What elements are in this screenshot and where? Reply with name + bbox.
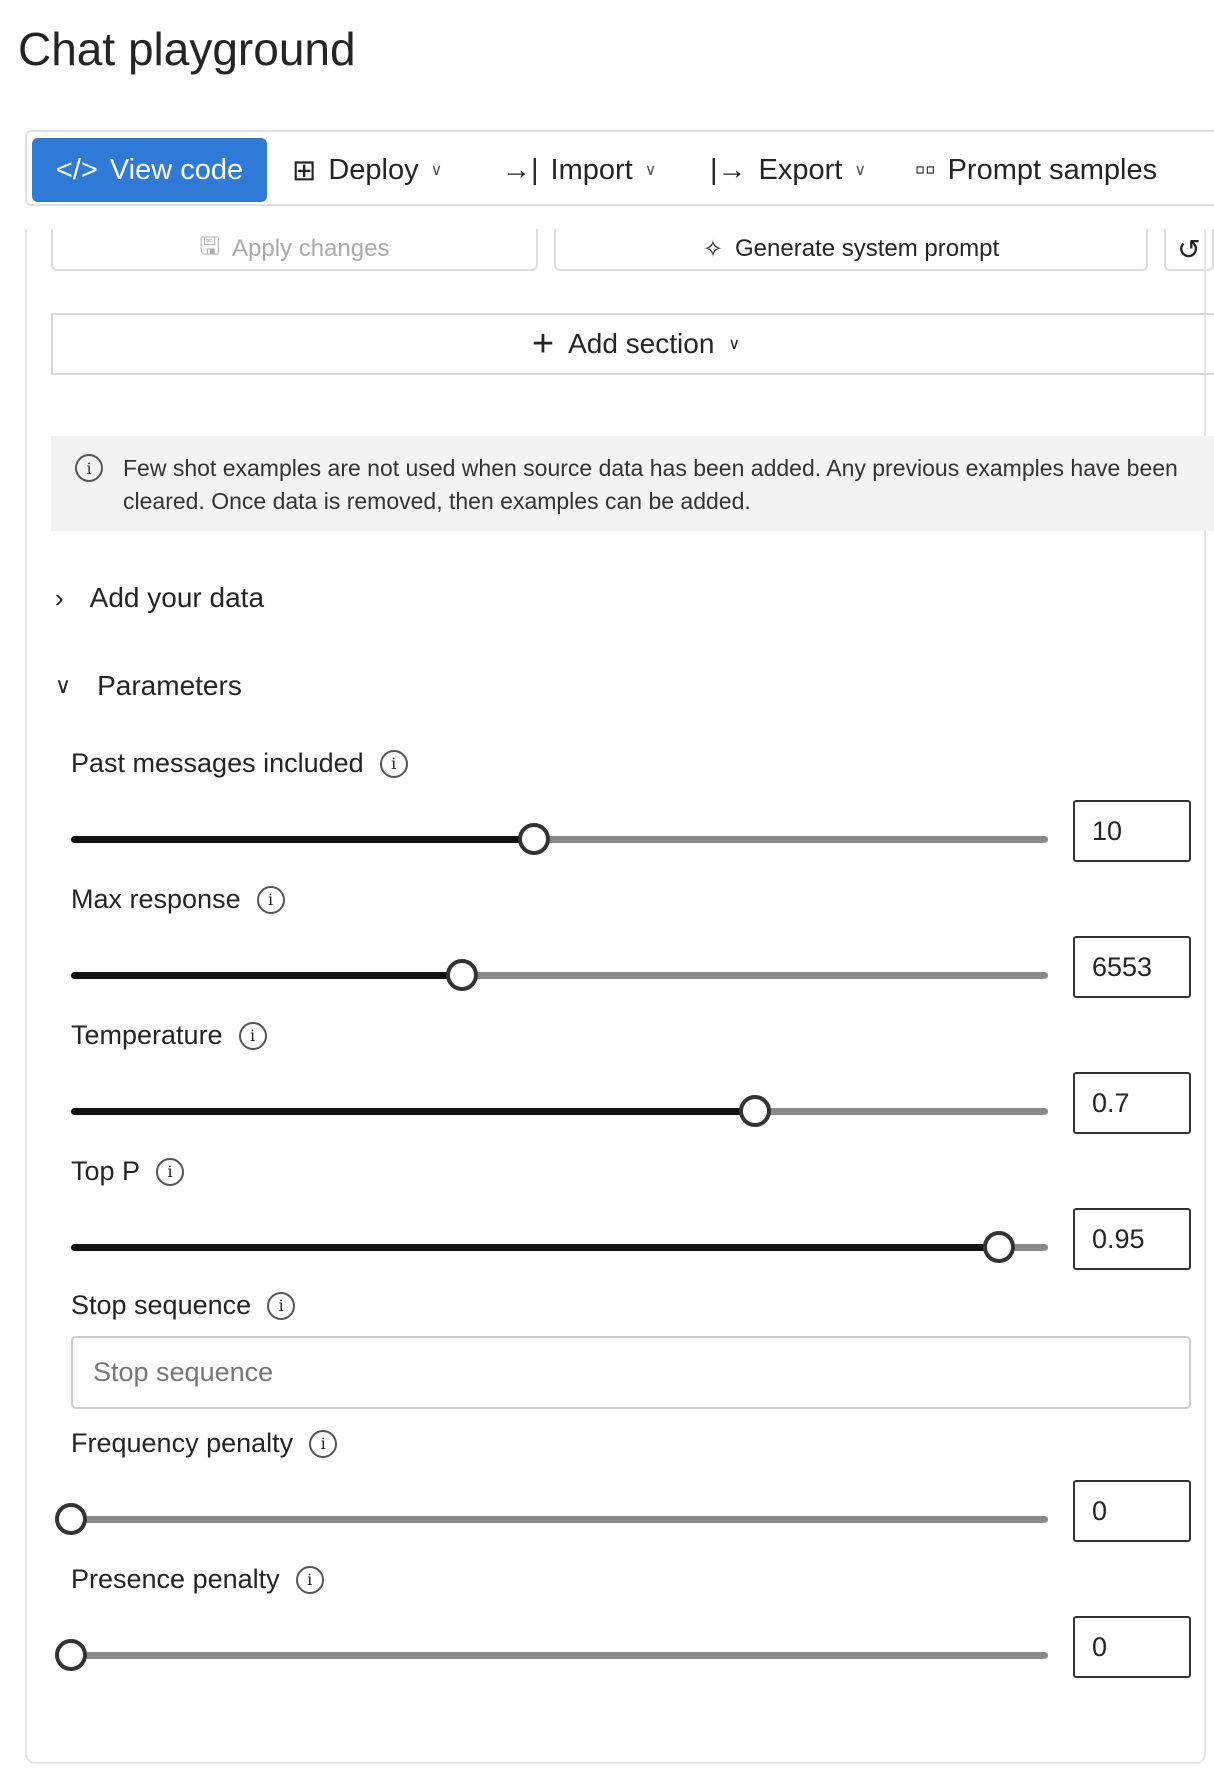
prompt-samples-button[interactable]	[915, 138, 1157, 202]
past-messages-label-text: Past messages included	[71, 748, 364, 778]
slider-thumb[interactable]	[739, 1095, 771, 1127]
add-section-button[interactable]	[51, 313, 1214, 375]
presence-penalty-label	[71, 1564, 324, 1595]
export-label: Export	[758, 153, 843, 186]
info-icon: i	[75, 454, 103, 482]
value-text: 0	[1092, 1631, 1108, 1662]
deploy-icon: ⊞	[292, 154, 317, 187]
value-text: 0	[1092, 1495, 1108, 1526]
plus-icon: +	[531, 322, 555, 365]
grid-icon: ▫▫	[915, 153, 936, 186]
export-icon: |→	[710, 153, 747, 186]
top-p-value-input[interactable]	[1073, 1208, 1191, 1270]
max-response-slider[interactable]	[71, 972, 1048, 979]
info-message-text: Few shot examples are not used when source data has been added. Any previous examples have been cleared. Once data is removed, then examples can be added.	[123, 455, 1178, 514]
deploy-label: Deploy	[328, 153, 419, 186]
value-text: 10	[1092, 815, 1123, 846]
top-p-slider[interactable]	[71, 1244, 1048, 1251]
info-message-bar	[51, 436, 1214, 531]
info-icon[interactable]: i	[296, 1566, 324, 1594]
view-code-label: View code	[109, 153, 244, 186]
chevron-down-icon: ∨	[644, 162, 657, 179]
reset-button[interactable]	[1164, 229, 1214, 271]
frequency-penalty-label-text: Frequency penalty	[71, 1428, 294, 1458]
temperature-slider[interactable]	[71, 1108, 1048, 1115]
parameters-toggle[interactable]	[55, 670, 242, 702]
frequency-penalty-value-input[interactable]	[1073, 1480, 1191, 1542]
presence-penalty-slider[interactable]	[71, 1652, 1048, 1659]
chevron-down-icon: ∨	[430, 162, 443, 179]
export-button[interactable]	[710, 138, 866, 202]
slider-thumb[interactable]	[55, 1639, 87, 1671]
top-p-label	[71, 1156, 184, 1187]
deploy-button[interactable]	[292, 138, 442, 202]
sparkle-icon: ✧	[702, 235, 723, 263]
slider-fill	[71, 1244, 999, 1251]
apply-changes-button[interactable]	[51, 229, 538, 271]
info-icon[interactable]: i	[267, 1292, 295, 1320]
page-title: Chat playground	[18, 23, 356, 75]
info-icon[interactable]: i	[380, 750, 408, 778]
presence-penalty-label-text: Presence penalty	[71, 1564, 280, 1594]
presence-penalty-value-input[interactable]	[1073, 1616, 1191, 1678]
slider-thumb[interactable]	[518, 823, 550, 855]
info-icon[interactable]: i	[156, 1158, 184, 1186]
chevron-down-icon: ∨	[854, 162, 867, 179]
slider-thumb[interactable]	[55, 1503, 87, 1535]
top-p-label-text: Top P	[71, 1156, 141, 1186]
prompt-samples-label: Prompt samples	[947, 153, 1158, 186]
temperature-label-text: Temperature	[71, 1020, 223, 1050]
refresh-icon: ↺	[1177, 233, 1201, 265]
frequency-penalty-slider[interactable]	[71, 1516, 1048, 1523]
stop-sequence-input[interactable]	[71, 1336, 1191, 1409]
apply-changes-label: Apply changes	[232, 235, 390, 262]
info-icon[interactable]: i	[239, 1022, 267, 1050]
code-icon: </>	[55, 153, 98, 186]
generate-system-prompt-button[interactable]	[554, 229, 1148, 271]
parameters-label: Parameters	[97, 670, 242, 701]
view-code-button[interactable]	[32, 138, 267, 202]
slider-thumb[interactable]	[446, 959, 478, 991]
stop-sequence-placeholder: Stop sequence	[93, 1357, 274, 1387]
frequency-penalty-label	[71, 1428, 337, 1459]
stop-sequence-label	[71, 1290, 295, 1321]
past-messages-value-input[interactable]	[1073, 800, 1191, 862]
value-text: 0.95	[1092, 1223, 1145, 1254]
value-text: 0.7	[1092, 1087, 1130, 1118]
max-response-value-input[interactable]	[1073, 936, 1191, 998]
temperature-value-input[interactable]	[1073, 1072, 1191, 1134]
info-icon[interactable]: i	[309, 1430, 337, 1458]
slider-thumb[interactable]	[983, 1231, 1015, 1263]
temperature-label	[71, 1020, 267, 1051]
max-response-label-text: Max response	[71, 884, 241, 914]
import-button[interactable]	[502, 138, 656, 202]
chevron-down-icon: ∨	[55, 673, 72, 698]
chevron-down-icon: ∨	[728, 336, 741, 353]
slider-fill	[71, 836, 534, 843]
import-icon: →|	[502, 153, 539, 186]
info-icon[interactable]: i	[257, 886, 285, 914]
slider-fill	[71, 972, 462, 979]
past-messages-label	[71, 748, 408, 779]
add-your-data-label: Add your data	[89, 582, 265, 613]
value-text: 6553	[1092, 951, 1153, 982]
add-section-label: Add section	[568, 328, 715, 359]
save-icon: 🖫	[199, 232, 220, 260]
toolbar	[25, 130, 1214, 206]
add-your-data-toggle[interactable]	[55, 582, 264, 614]
max-response-label	[71, 884, 285, 915]
chevron-right-icon: ›	[55, 582, 64, 613]
slider-fill	[71, 1108, 755, 1115]
generate-label: Generate system prompt	[735, 235, 1000, 262]
import-label: Import	[550, 153, 633, 186]
past-messages-slider[interactable]	[71, 836, 1048, 843]
stop-sequence-label-text: Stop sequence	[71, 1290, 252, 1320]
